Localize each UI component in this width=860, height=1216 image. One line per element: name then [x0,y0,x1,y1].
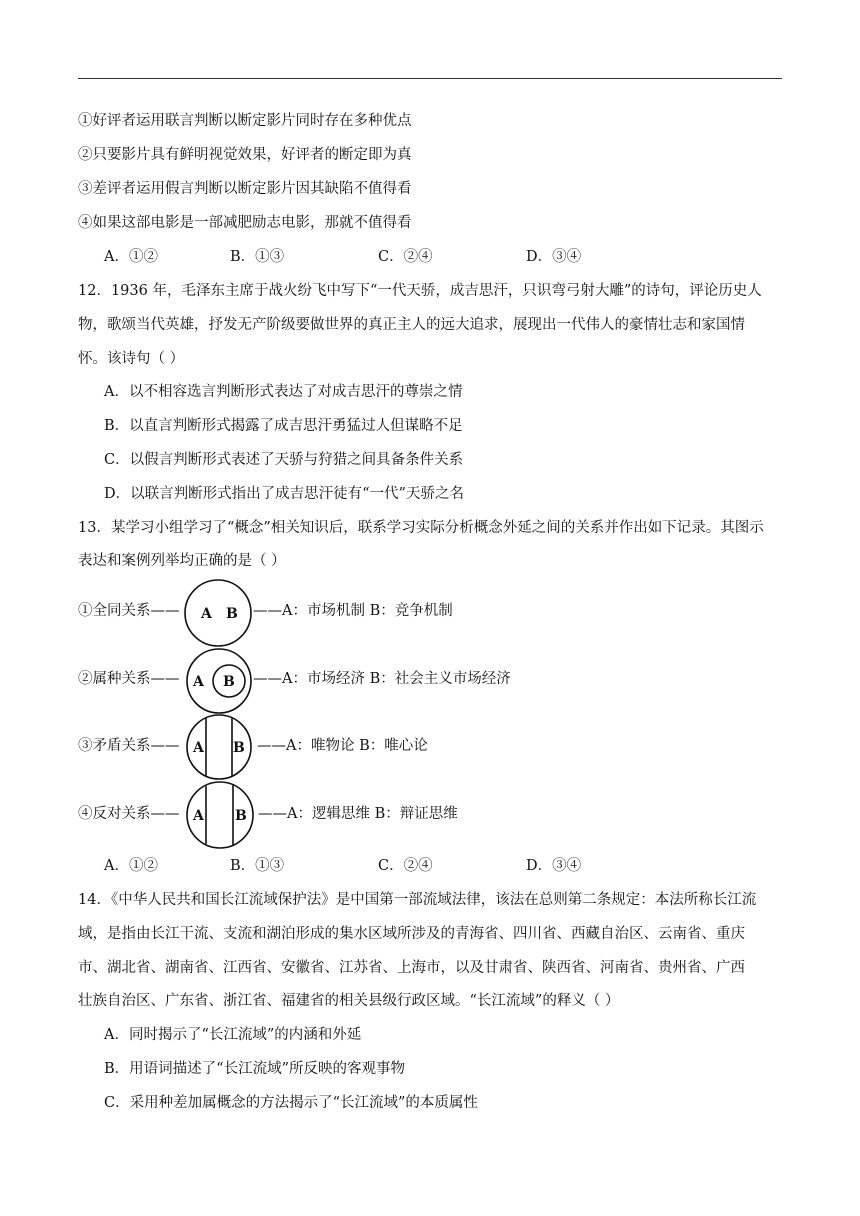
contrary-relation-diagram [185,780,255,850]
q14-stem-line-2: 域，是指由长江干流、支流和湖泊形成的集水区域所涉及的青海省、四川省、西藏自治区、云南省、重庆 [78,926,745,942]
q13-diagram-3-b: B [233,740,245,756]
q13-diagram-3-label: ③矛盾关系—— [78,738,180,754]
q14-option-a[interactable]: A．同时揭示了“长江流域”的内涵和外延 [104,1027,362,1043]
q14-option-c[interactable]: C．采用种差加属概念的方法揭示了“长江流域”的本质属性 [104,1095,478,1111]
q13-stem-line-2: 表达和案例列举均正确的是（ ） [78,553,286,569]
q11-statement-2: ②只要影片具有鲜明视觉效果，好评者的断定即为真 [78,147,412,163]
q11-option-d[interactable]: D．③④ [526,249,582,265]
q13-diagram-3-example: ——A：唯物论 B：唯心论 [257,738,428,754]
q12-option-c[interactable]: C．以假言判断形式表述了天骄与狩猎之间具备条件关系 [104,452,464,468]
q13-diagram-2-label: ②属种关系—— [78,671,180,687]
q13-diagram-2-example: ——A：市场经济 B：社会主义市场经济 [253,671,511,687]
q13-diagram-2-a: A [193,674,204,690]
q11-option-a[interactable]: A．①② [104,249,158,265]
q12-option-d[interactable]: D．以联言判断形式指出了成吉思汗徒有“一代”天骄之名 [104,486,464,502]
q11-option-b[interactable]: B．①③ [230,249,285,265]
q14-option-b[interactable]: B．用语词描述了“长江流域”所反映的客观事物 [104,1061,405,1077]
contradictory-relation-diagram [185,712,255,782]
q11-statement-1: ①好评者运用联言判断以断定影片同时存在多种优点 [78,113,412,129]
q13-option-a[interactable]: A．①② [104,858,158,874]
q11-statement-3: ③差评者运用假言判断以断定影片因其缺陷不值得看 [78,181,412,197]
q13-diagram-1-a: A [201,606,212,622]
q13-diagram-3-a: A [193,740,204,756]
q14-stem-line-4: 壮族自治区、广东省、浙江省、福建省的相关县级行政区域。“长江流域”的释义（ ） [78,993,620,1009]
q13-diagram-4-label: ④反对关系—— [78,806,180,822]
q13-diagram-2-b: B [223,674,235,690]
identity-relation-diagram [183,578,253,648]
q11-option-c[interactable]: C．②④ [378,249,433,265]
q13-diagram-4-b: B [235,808,247,824]
q13-diagram-1-b: B [226,606,238,622]
q13-diagram-4-example: ——A：逻辑思维 B：辩证思维 [258,806,458,822]
q12-option-b[interactable]: B．以直言判断形式揭露了成吉思汗勇猛过人但谋略不足 [104,418,463,434]
q13-diagram-1-example: ——A：市场机制 B：竞争机制 [253,603,453,619]
q12-stem-line-2: 物，歌颂当代英雄，抒发无产阶级要做世界的真正主人的远大追求，展现出一代伟人的豪情壮志和家国情 [78,317,745,333]
q12-stem-line-1: 12．1936 年，毛泽东主席于战火纷飞中写下“一代天骄，成吉思汗，只识弯弓射大雕”的诗句，评论历史人 [78,283,762,299]
q14-stem-line-1: 14．《中华人民共和国长江流域保护法》是中国第一部流域法律，该法在总则第二条规定：本法所称长江流 [78,892,757,908]
q13-option-d[interactable]: D．③④ [526,858,582,874]
q12-stem-line-3: 怀。该诗句（ ） [78,351,185,367]
q13-option-b[interactable]: B．①③ [230,858,285,874]
q13-stem-line-1: 13．某学习小组学习了“概念”相关知识后，联系学习实际分析概念外延之间的关系并作出如下记录。其图示 [78,520,764,536]
q11-statement-4: ④如果这部电影是一部减肥励志电影，那就不值得看 [78,215,412,231]
q14-stem-line-3: 市、湖北省、湖南省、江西省、安徽省、江苏省、上海市，以及甘肃省、陕西省、河南省、贵州省、广西 [78,960,745,976]
genus-species-relation-diagram [185,646,255,716]
q13-diagram-1-label: ①全同关系—— [78,603,180,619]
q13-diagram-4-a: A [193,808,204,824]
q12-option-a[interactable]: A．以不相容选言判断形式表达了对成吉思汗的尊崇之情 [104,384,463,400]
q13-option-c[interactable]: C．②④ [378,858,433,874]
header-rule [78,78,782,79]
